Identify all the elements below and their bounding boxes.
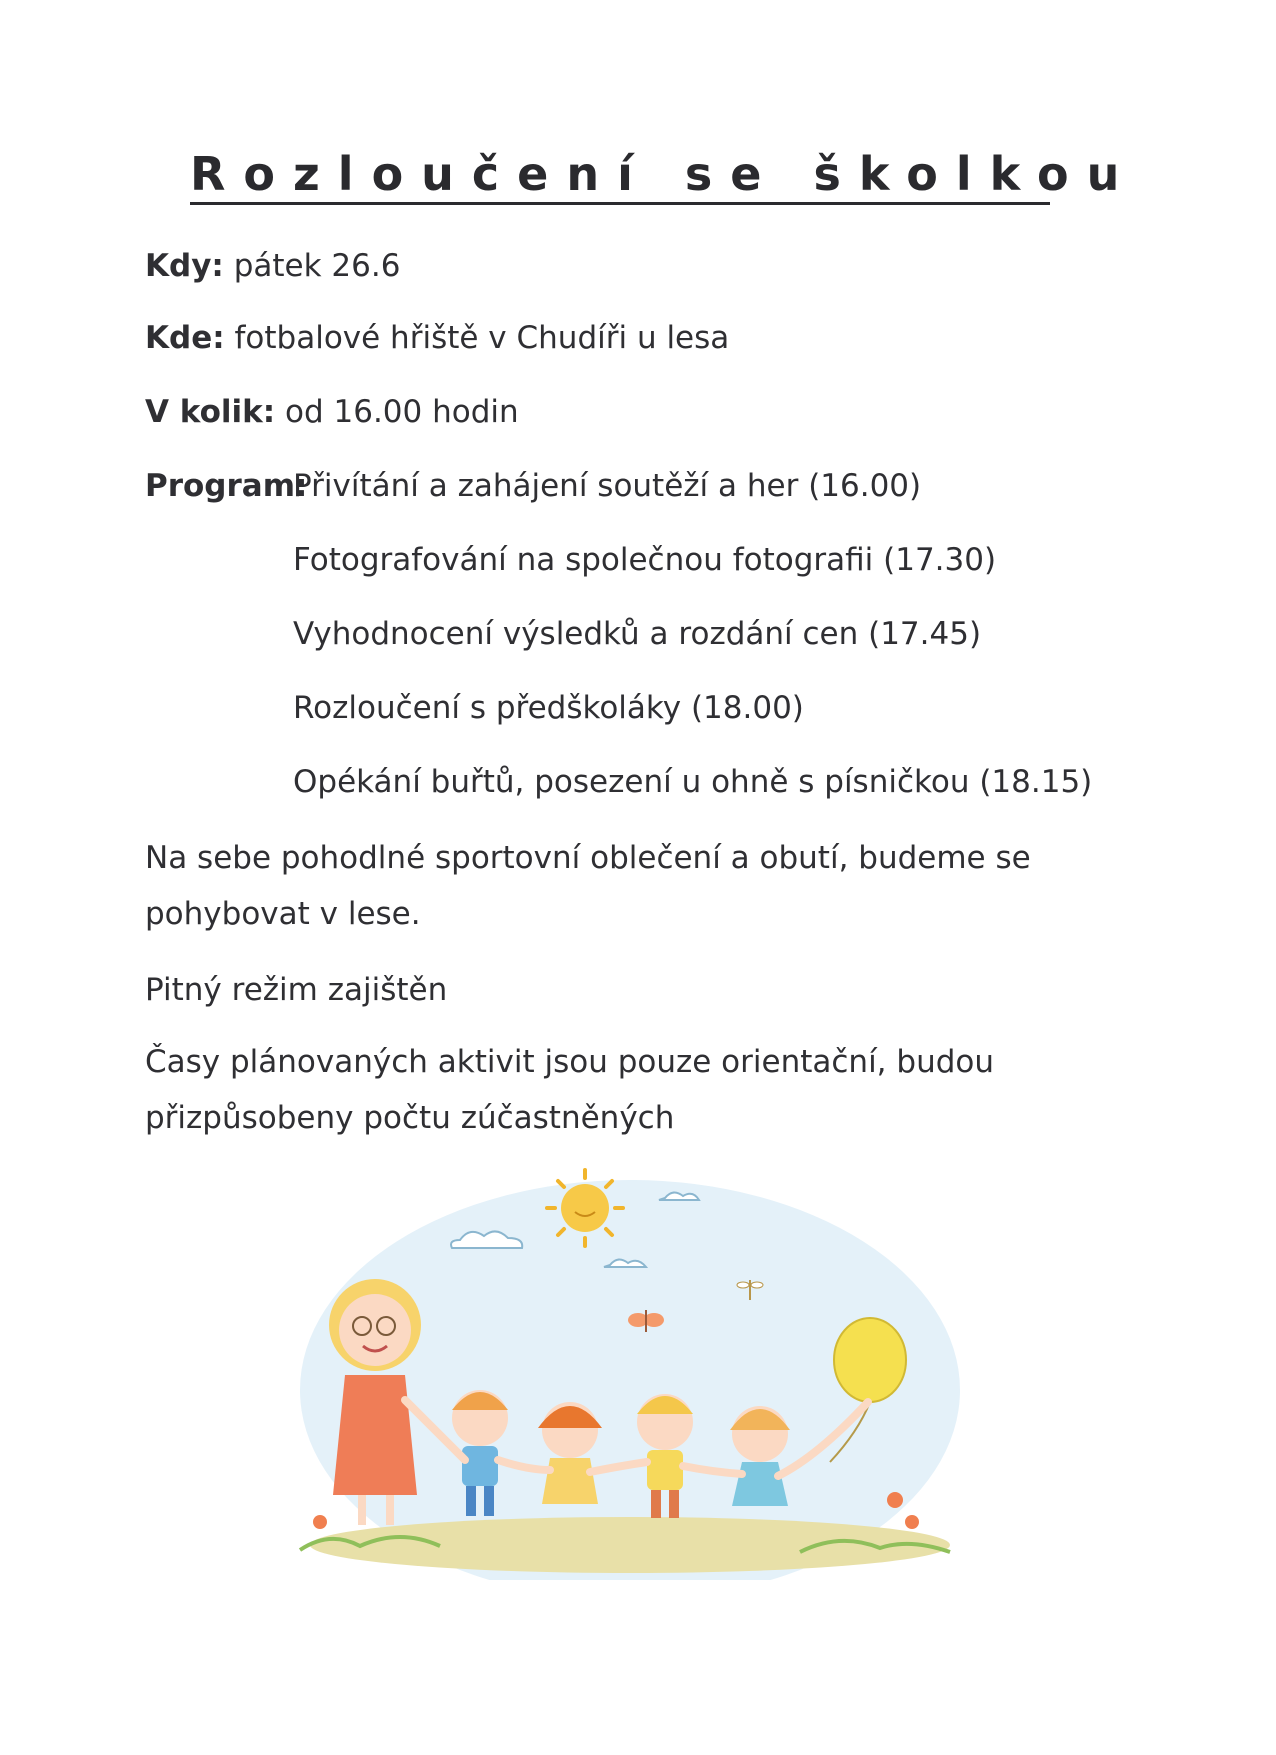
where-value: fotbalové hřiště v Chudíři u lesa xyxy=(234,320,730,356)
drinks-note: Pitný režim zajištěn xyxy=(145,972,448,1008)
time-value: od 16.00 hodin xyxy=(285,394,519,430)
ground-path xyxy=(310,1517,950,1573)
clothing-note xyxy=(145,830,1031,942)
when-label: Kdy: xyxy=(145,248,224,284)
when-value: pátek 26.6 xyxy=(233,248,401,284)
program-item: Vyhodnocení výsledků a rozdání cen (17.45) xyxy=(293,616,982,652)
time-row xyxy=(145,392,519,432)
program-item: Fotografování na společnou fotografii (17.30) xyxy=(293,542,997,578)
times-note xyxy=(145,1034,994,1146)
time-label: V kolik: xyxy=(145,394,276,430)
times-note-line: přizpůsobeny počtu zúčastněných xyxy=(145,1100,675,1136)
program-label: Program: xyxy=(145,468,308,504)
program-item: Rozloučení s předškoláky (18.00) xyxy=(293,690,804,726)
where-label: Kde: xyxy=(145,320,225,356)
program-label-row xyxy=(145,466,307,506)
clothing-note-line: pohybovat v lese. xyxy=(145,896,421,932)
program-item: Opékání buřtů, posezení u ohně s písničkou (18.15) xyxy=(293,764,1093,800)
times-note-line: Časy plánovaných aktivit jsou pouze orientační, budou xyxy=(145,1044,995,1080)
where-row xyxy=(145,318,729,358)
page-title: Rozloučení se školkou xyxy=(190,148,1050,205)
program-item: Přivítání a zahájení soutěží a her (16.00) xyxy=(293,468,922,504)
clothing-note-line: Na sebe pohodlné sportovní oblečení a obutí, budeme se xyxy=(145,840,1031,876)
teacher-and-children-illustration xyxy=(280,1160,980,1580)
when-row xyxy=(145,246,400,286)
